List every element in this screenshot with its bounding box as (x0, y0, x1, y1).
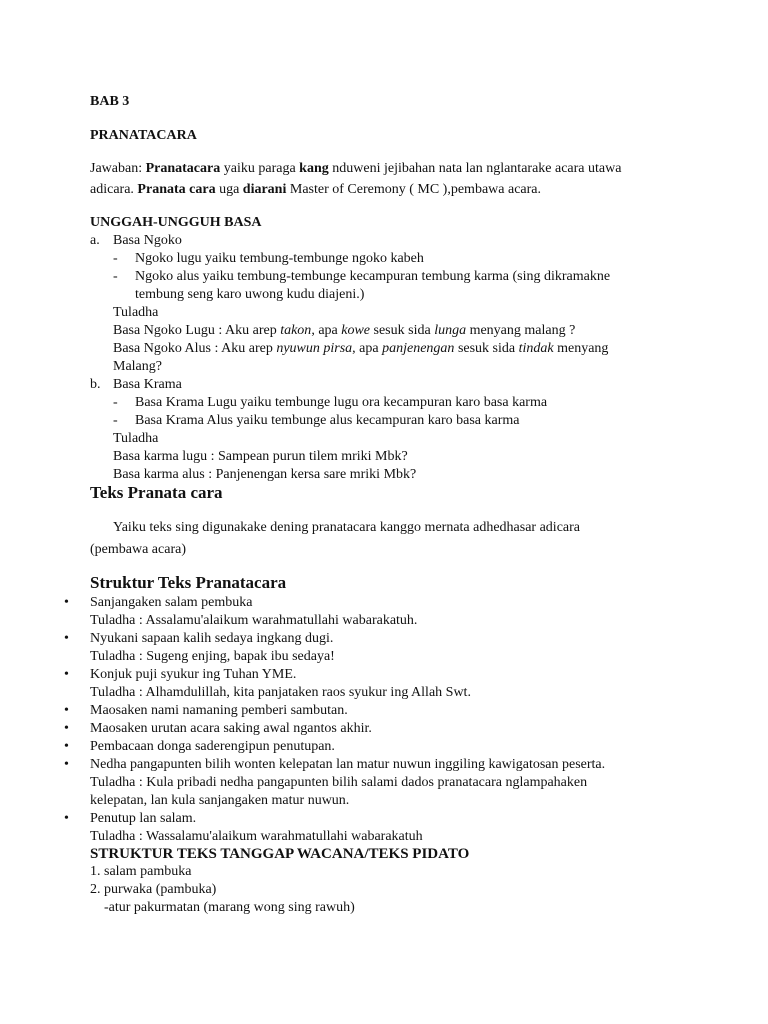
dash-marker: - (113, 269, 118, 284)
list-item (64, 720, 690, 738)
example-text: menyang (553, 341, 609, 356)
dash-marker: - (113, 251, 118, 266)
dash-item-text: Ngoko lugu yaiku tembung-tembunge ngoko kabeh (135, 251, 424, 266)
list-item (64, 702, 690, 720)
tanggap-section (90, 845, 690, 917)
dash-item (90, 268, 690, 304)
list-item-text: Maosaken nami namaning pemberi sambutan. (90, 703, 348, 718)
numbered-item: 1. salam pambuka (90, 864, 192, 879)
list-item-text: Pembacaan donga saderengipun penutupan. (90, 739, 335, 754)
list-item (64, 738, 690, 756)
example-italic: nyuwun pirsa (276, 341, 353, 356)
intro-paragraph (90, 160, 690, 199)
example-line: Basa karma alus : Panjenengan kersa sare mriki Mbk? (113, 467, 417, 482)
paragraph-line: (pembawa acara) (90, 542, 186, 557)
example-line: Tuladha : Kula pribadi nedha pangapunten bilih salami dados pranatacara nglampahaken (90, 775, 588, 790)
list-marker: b. (90, 377, 101, 392)
bullet: • (64, 631, 69, 646)
example-line: Basa karma lugu : Sampean purun tilem mriki Mbk? (113, 449, 408, 464)
dash-item (90, 250, 690, 268)
example-line: kelepatan, lan kula sanjangaken matur nuwun. (90, 793, 350, 808)
list-item-text: Penutup lan salam. (90, 811, 197, 826)
dash-marker: - (113, 413, 118, 428)
list-item (64, 594, 690, 630)
intro-text: yaiku paraga (220, 161, 300, 176)
numbered-item: 2. purwaka (pambuka) (90, 882, 217, 897)
intro-line-2 (90, 181, 690, 199)
example-text: Basa Ngoko Alus : Aku arep (113, 341, 277, 356)
list-item (64, 666, 690, 702)
chapter-label: BAB 3 (90, 94, 130, 109)
list-item-text: Konjuk puji syukur ing Tuhan YME. (90, 667, 297, 682)
example-line: Tuladha : Alhamdulillah, kita panjataken raos syukur ing Allah Swt. (90, 685, 471, 700)
list-marker: a. (90, 233, 100, 248)
bullet: • (64, 811, 69, 826)
intro-text: Jawaban: (90, 161, 146, 176)
sub-item: -atur pakurmatan (marang wong sing rawuh) (104, 900, 355, 915)
bullet: • (64, 757, 69, 772)
list-label: Basa Ngoko (113, 233, 182, 248)
example-text: sesuk sida (370, 323, 435, 338)
bullet: • (64, 667, 69, 682)
teks-paragraph (90, 517, 690, 561)
intro-text: uga (215, 182, 243, 197)
example-text: , apa (311, 323, 342, 338)
example-italic: tindak (518, 341, 554, 356)
example-italic: kowe (341, 323, 371, 338)
list-item (64, 630, 690, 666)
dash-item (90, 412, 690, 430)
intro-bold-term: diarani (242, 182, 287, 197)
section-heading: Teks Pranata cara (90, 483, 223, 502)
struktur-list (64, 594, 690, 846)
tuladha-label: Tuladha (113, 305, 159, 320)
list-item-text: Nedha pangapunten bilih wonten kelepatan lan matur nuwun inggiling kawigatosan peserta. (90, 757, 606, 772)
dash-item-text: Basa Krama Lugu yaiku tembunge lugu ora kecampuran karo basa karma (135, 395, 548, 410)
dash-item (90, 394, 690, 412)
intro-text: adicara. (90, 182, 138, 197)
example-line: Tuladha : Assalamu'alaikum warahmatullahi wabarakatuh. (90, 613, 418, 628)
example-line: Malang? (113, 359, 162, 374)
example-line: Tuladha : Sugeng enjing, bapak ibu sedaya! (90, 649, 335, 664)
intro-line-1 (90, 160, 690, 178)
dash-item-text: Ngoko alus yaiku tembung-tembunge kecampuran tembung karma (sing dikramakne (135, 269, 611, 284)
list-item (64, 756, 690, 810)
list-item-text: Sanjangaken salam pembuka (90, 595, 253, 610)
list-item-a (90, 232, 690, 250)
paragraph-line: Yaiku teks sing digunakake dening pranatacara kanggo mernata adhedhasar adicara (113, 520, 581, 535)
section-heading: STRUKTUR TEKS TANGGAP WACANA/TEKS PIDATO (90, 846, 470, 862)
example-italic: takon (280, 323, 312, 338)
unggah-section (90, 214, 690, 484)
example-line: Tuladha : Wassalamu'alaikum warahmatullahi wabarakatuh (90, 829, 423, 844)
bullet: • (64, 595, 69, 610)
list-label: Basa Krama (113, 377, 182, 392)
example-text: Basa Ngoko Lugu : Aku arep (113, 323, 281, 338)
example-text: , apa (352, 341, 383, 356)
list-item-b (90, 376, 690, 394)
example-text: sesuk sida (454, 341, 519, 356)
example-text: menyang malang ? (466, 323, 576, 338)
dash-item-text: Basa Krama Alus yaiku tembunge alus kecampuran karo basa karma (135, 413, 520, 428)
section-heading: Struktur Teks Pranatacara (90, 573, 287, 592)
intro-text: Master of Ceremony ( MC ),pembawa acara. (286, 182, 541, 197)
section-heading: UNGGAH-UNGGUH BASA (90, 215, 262, 230)
list-item-text: Maosaken urutan acara saking awal ngantos akhir. (90, 721, 372, 736)
example-line (90, 322, 690, 340)
intro-bold-term: Pranatacara (145, 161, 221, 176)
tuladha-label: Tuladha (113, 431, 159, 446)
page-title: PRANATACARA (90, 128, 197, 143)
dash-item-text: tembung seng karo uwong kudu diajeni.) (135, 287, 365, 302)
bullet: • (64, 739, 69, 754)
example-italic: lunga (434, 323, 467, 338)
intro-text: nduweni jejibahan nata lan nglantarake acara utawa (328, 161, 622, 176)
intro-bold-term: Pranata cara (137, 182, 216, 197)
bullet: • (64, 721, 69, 736)
list-item (64, 810, 690, 846)
list-item-text: Nyukani sapaan kalih sedaya ingkang dugi. (90, 631, 334, 646)
intro-bold-term: kang (299, 161, 329, 176)
bullet: • (64, 703, 69, 718)
example-line (90, 340, 690, 358)
dash-marker: - (113, 395, 118, 410)
example-italic: panjenengan (382, 341, 455, 356)
